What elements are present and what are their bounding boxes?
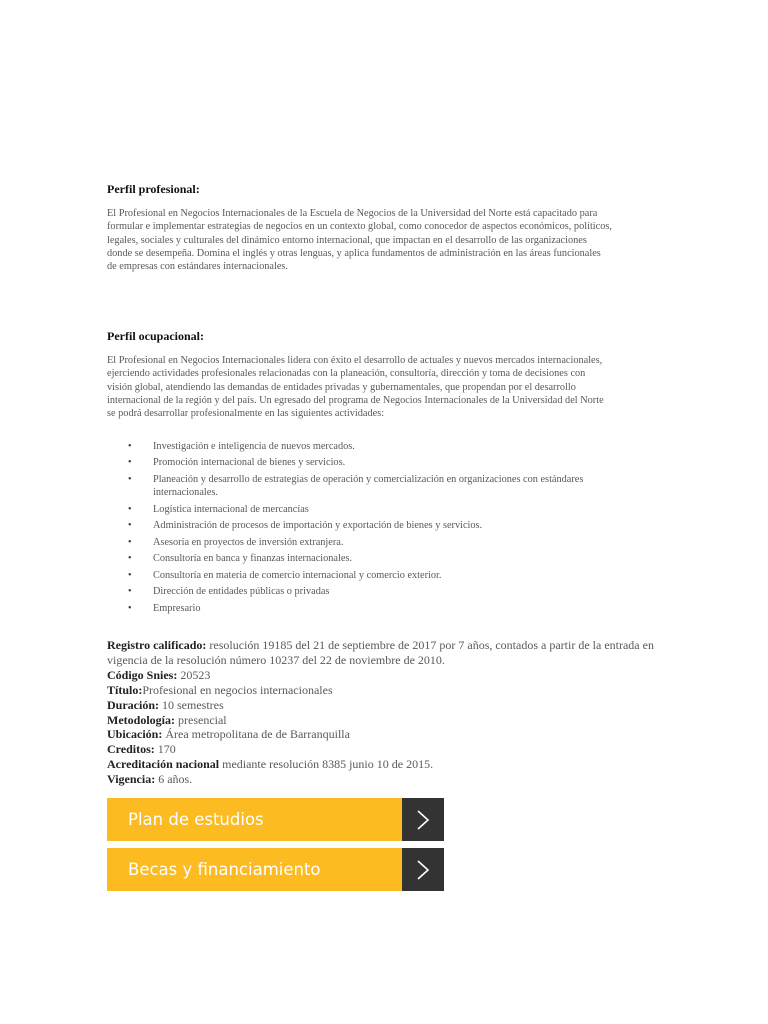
vigencia-row: Vigencia: 6 años. bbox=[107, 772, 193, 787]
list-item: • Planeación y desarrollo de estrategias de operación y comercialización en organizaciones con estándares internacionales. bbox=[128, 473, 584, 499]
bullet-icon: • bbox=[128, 536, 132, 548]
bullet-icon: • bbox=[128, 602, 132, 614]
list-item: • Asesoría en proyectos de inversión extranjera. bbox=[128, 536, 344, 548]
list-item: • Promoción internacional de bienes y servicios. bbox=[128, 457, 346, 469]
snies-row: Código Snies: 20523 bbox=[107, 667, 211, 682]
bullet-icon: • bbox=[128, 441, 132, 452]
becas-y-financiamiento-label: Becas y financiamiento bbox=[107, 848, 402, 891]
list-item: • Logística internacional de mercancías bbox=[128, 503, 309, 515]
plan-de-estudios-button[interactable] bbox=[107, 798, 444, 841]
bullet-icon: • bbox=[128, 520, 132, 532]
perfil-profesional-line: formular e implementar estrategias de negocios en un contexto global, como conocedor de aspectos económicos, políticos, bbox=[107, 221, 612, 233]
perfil-ocupacional-line: internacional de la región y del país. Un egresado del programa de Negocios Internacionales de la Universidad del Norte bbox=[107, 394, 604, 406]
perfil-ocupacional-line: visión global, atendiendo las demandas de entidades privadas y gubernamentales, que propendan por el desarrollo bbox=[107, 381, 576, 393]
creditos-row: Creditos: 170 bbox=[107, 742, 176, 757]
bullet-icon: • bbox=[128, 503, 132, 515]
metodologia-row: Metodología: presencial bbox=[107, 712, 227, 727]
perfil-ocupacional-line: ejerciendo actividades profesionales relacionadas con la planeación, consultoría, dirección y toma de decisiones con bbox=[107, 368, 586, 380]
bullet-icon: • bbox=[128, 457, 132, 469]
bullet-icon: • bbox=[128, 553, 132, 565]
activities-list bbox=[107, 440, 663, 618]
list-item: • Consultoría en banca y finanzas internacionales. bbox=[128, 553, 352, 565]
chevron-right-icon bbox=[402, 848, 444, 891]
bullet-icon: • bbox=[128, 569, 132, 581]
perfil-profesional-line: de empresas con estándares internacionales. bbox=[107, 261, 288, 273]
perfil-ocupacional-line: se podrá desarrollar profesionalmente en las siguientes actividades: bbox=[107, 408, 385, 420]
list-item: • Consultoría en materia de comercio internacional y comercio exterior. bbox=[128, 569, 442, 581]
perfil-profesional-line: donde se desempeña. Domina el inglés y otras lenguas, y aplica fundamentos de administración en las áreas funcionales bbox=[107, 247, 601, 259]
registro-row: Registro calificado: resolución 19185 del 21 de septiembre de 2017 por 7 años, contados a partir de la entrada en vigencia de la resolución número 10237 del 22 de noviembre de 2010. bbox=[107, 638, 654, 667]
becas-y-financiamiento-button[interactable] bbox=[107, 848, 444, 891]
list-item: • Administración de procesos de importación y exportación de bienes y servicios. bbox=[128, 520, 483, 532]
perfil-profesional-line: El Profesional en Negocios Internacionales de la Escuela de Negocios de la Universidad del Norte está capacitado para bbox=[107, 208, 598, 219]
duracion-row: Duración: 10 semestres bbox=[107, 697, 224, 712]
list-item: • Investigación e inteligencia de nuevos mercados. bbox=[128, 441, 355, 452]
list-item: • Empresario bbox=[128, 602, 201, 614]
program-facts bbox=[107, 638, 667, 787]
perfil-ocupacional-line: El Profesional en Negocios Internacionales lidera con éxito el desarrollo de actuales y nuevos mercados internacionales, bbox=[107, 355, 603, 366]
acreditacion-row: Acreditación nacional mediante resolución 8385 junio 10 de 2015. bbox=[107, 757, 434, 772]
perfil-profesional-line: legales, sociales y culturales del dinámico entorno internacional, que impactan en el desarrollo de las organizaciones bbox=[107, 234, 587, 246]
chevron-right-icon bbox=[402, 798, 444, 841]
bullet-icon: • bbox=[128, 473, 132, 485]
list-item: • Dirección de entidades públicas o privadas bbox=[128, 586, 330, 598]
plan-de-estudios-label: Plan de estudios bbox=[107, 798, 402, 841]
perfil-ocupacional-text bbox=[107, 354, 663, 420]
bullet-icon: • bbox=[128, 586, 132, 598]
perfil-profesional-heading: Perfil profesional: bbox=[107, 182, 200, 196]
perfil-ocupacional-heading: Perfil ocupacional: bbox=[107, 329, 204, 343]
ubicacion-row: Ubicación: Área metropolitana de de Barranquilla bbox=[107, 727, 350, 742]
perfil-profesional-text bbox=[107, 207, 663, 273]
titulo-row: Título:Profesional en negocios internacionales bbox=[107, 682, 333, 697]
